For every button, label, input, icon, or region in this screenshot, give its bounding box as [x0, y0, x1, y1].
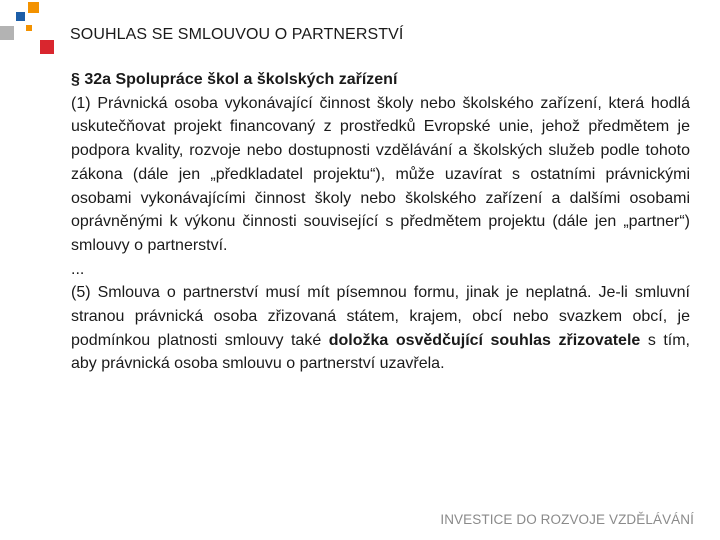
logo-squares	[0, 0, 60, 60]
section-heading: § 32a Spolupráce škol a školských zařízení	[71, 71, 398, 88]
logo-square-orange-small	[26, 25, 32, 31]
paragraph-5-bold: doložka osvědčující souhlas zřizovatele	[328, 331, 641, 349]
paragraph-1: (1) Právnická osoba vykonávající činnost školy nebo školského zařízení, která hodlá uskutečňovat projekt financovaný z prostředků Evropské unie, jehož předmětem je podpora kvality, rozvoje nebo dostupnosti vzdělávání a školských služeb podle tohoto zákona (dále jen „předkladatel projektu“), může uzavírat s ostatními právnickými osobami vykonávajícími činnost školy nebo školského zařízení a dalšími osobami oprávněnými k výkonu činnosti související s předmětem projektu (dále jen „partner“) smlouvy o partnerství.	[71, 94, 690, 254]
paragraph-5-end: s tím, aby právnická osoba smlouvu o partnerství uzavřela.	[71, 331, 690, 373]
document-body	[71, 68, 690, 376]
logo-square-gray	[0, 26, 14, 40]
footer-brand-text: INVESTICE DO ROZVOJE VZDĚLÁVÁNÍ	[440, 512, 694, 527]
ellipsis: ...	[71, 260, 85, 278]
paragraph-5-start: (5) Smlouva o partnerství musí mít písemnou formu, jinak je neplatná. Je-li smluvní stranou právnická osoba zřizovaná státem, krajem, obcí nebo svazkem obcí, je podmínkou platnosti smlouvy také	[71, 284, 690, 349]
paragraph-5	[71, 281, 690, 376]
logo-square-orange	[28, 2, 39, 13]
page-title: SOUHLAS SE SMLOUVOU O PARTNERSTVÍ	[70, 26, 404, 43]
logo-square-red	[40, 40, 54, 54]
logo-square-blue	[16, 12, 25, 21]
